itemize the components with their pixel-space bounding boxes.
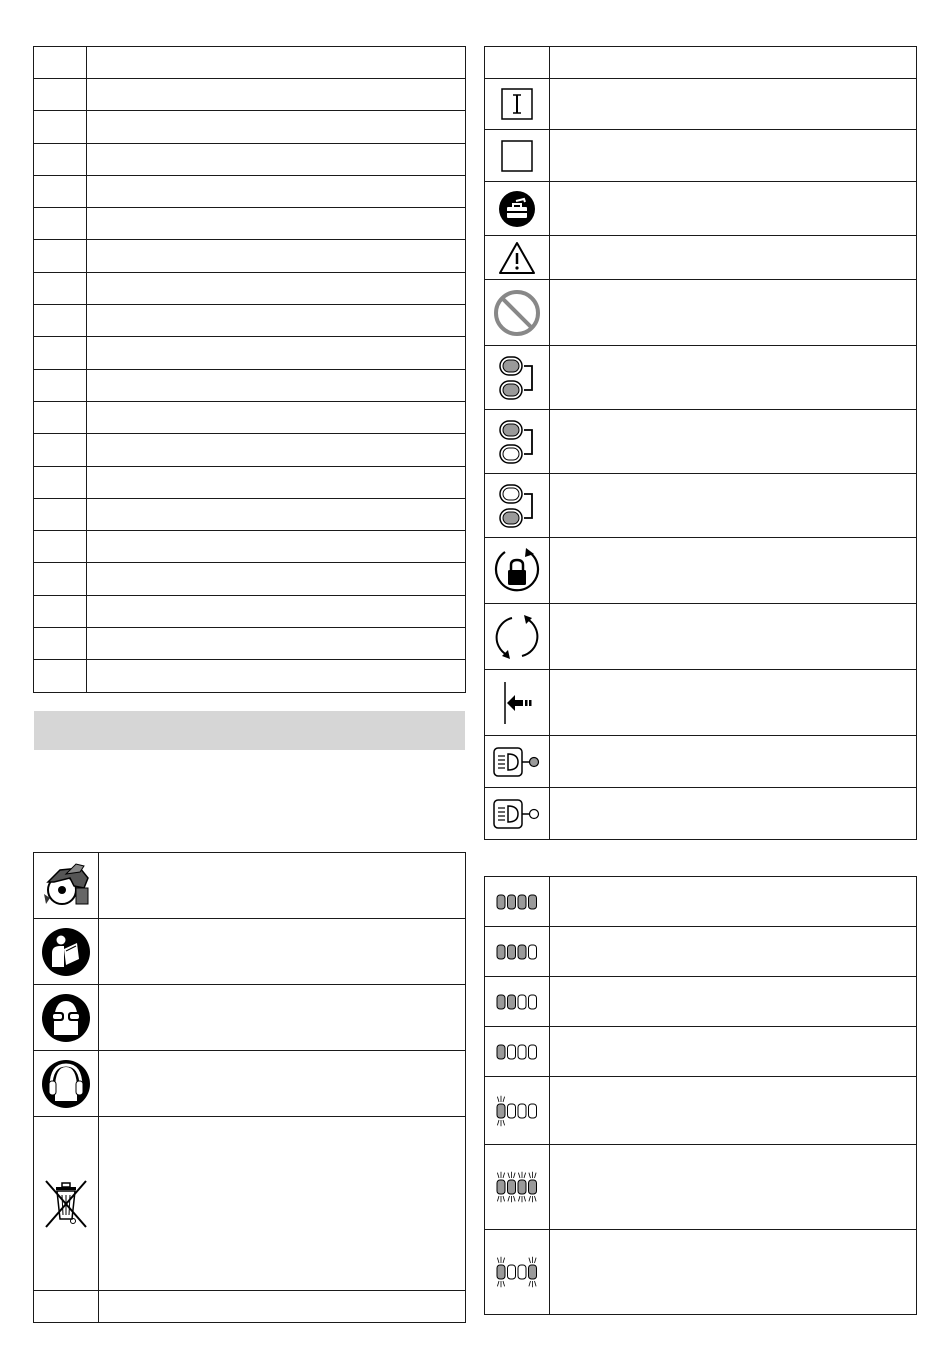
table-row <box>485 130 917 182</box>
table-row <box>34 208 466 240</box>
light-off-icon <box>492 798 542 830</box>
symbol-text <box>99 919 466 985</box>
battery-status-text <box>550 927 917 977</box>
table-row <box>485 670 917 736</box>
led-segment <box>497 1180 505 1194</box>
battery-status-text <box>550 877 917 927</box>
part-description <box>87 498 466 530</box>
table-row <box>485 346 917 410</box>
blink-ray <box>535 1196 537 1201</box>
part-description <box>87 305 466 337</box>
led-segment <box>529 1180 537 1194</box>
blink-ray <box>535 1173 537 1178</box>
symbol-text <box>550 79 917 130</box>
blink-ray <box>508 1173 510 1178</box>
blink-ray <box>535 1258 537 1263</box>
symbol-text <box>550 236 917 280</box>
part-number <box>34 47 87 79</box>
blink-ray <box>497 1173 499 1178</box>
part-number <box>34 531 87 563</box>
blink-ray <box>497 1258 499 1263</box>
led-segment <box>529 1045 537 1059</box>
circular-saw-icon <box>40 860 92 912</box>
symbol-text <box>550 410 917 474</box>
led-segment <box>497 1104 505 1118</box>
battery-1-blinking-icon <box>493 1091 541 1131</box>
table-row <box>34 1291 466 1323</box>
table-row <box>34 563 466 595</box>
table-row <box>485 410 917 474</box>
symbol-text <box>550 604 917 670</box>
part-description <box>87 143 466 175</box>
led-segment <box>497 895 505 909</box>
parts-table <box>33 46 466 693</box>
part-description <box>87 175 466 207</box>
table-row <box>485 1077 917 1145</box>
table-row <box>485 977 917 1027</box>
led-segment <box>508 1265 516 1279</box>
battery-3-of-4-icon <box>493 932 541 972</box>
empty-symbol-cell <box>34 1291 99 1323</box>
part-number <box>34 466 87 498</box>
part-number <box>34 337 87 369</box>
battery-1-of-4-icon <box>493 1032 541 1072</box>
blink-ray <box>503 1173 505 1178</box>
switch-off-icon <box>501 140 533 172</box>
led-segment <box>529 1265 537 1279</box>
table-row <box>34 79 466 111</box>
blink-ray <box>524 1173 526 1178</box>
battery-status-text <box>550 977 917 1027</box>
led-segment <box>497 945 505 959</box>
part-description <box>87 208 466 240</box>
table-row <box>34 531 466 563</box>
table-row <box>34 498 466 530</box>
part-description <box>87 595 466 627</box>
blink-ray <box>503 1281 505 1286</box>
part-number <box>34 143 87 175</box>
part-number <box>34 498 87 530</box>
table-row <box>34 985 466 1051</box>
blink-ray <box>529 1258 531 1263</box>
led-segment <box>497 1265 505 1279</box>
blink-ray <box>529 1173 531 1178</box>
two-leds-top-on-icon <box>496 416 538 468</box>
table-row <box>34 111 466 143</box>
battery-ends-blinking-icon <box>493 1252 541 1292</box>
table-row <box>34 369 466 401</box>
table-row <box>34 595 466 627</box>
blink-ray <box>497 1096 499 1101</box>
table-row <box>34 240 466 272</box>
light-on-icon <box>492 746 542 778</box>
led-segment <box>518 1265 526 1279</box>
symbol-text <box>550 474 917 538</box>
table-row <box>485 1027 917 1077</box>
two-leds-both-on-icon <box>496 352 538 404</box>
table-row <box>34 337 466 369</box>
blink-ray <box>503 1096 505 1101</box>
symbol-text <box>99 1117 466 1291</box>
led-segment <box>497 995 505 1009</box>
symbol-text <box>550 346 917 410</box>
section-header <box>34 711 465 750</box>
part-description <box>87 628 466 660</box>
part-description <box>87 466 466 498</box>
table-row <box>485 788 917 840</box>
symbol-text <box>550 130 917 182</box>
blink-ray <box>514 1196 516 1201</box>
table-row <box>485 538 917 604</box>
part-number <box>34 628 87 660</box>
blink-ray <box>508 1196 510 1201</box>
part-number <box>34 563 87 595</box>
table-row <box>34 628 466 660</box>
part-description <box>87 369 466 401</box>
led-segment <box>508 1104 516 1118</box>
part-description <box>87 272 466 304</box>
part-description <box>87 79 466 111</box>
part-description <box>87 563 466 595</box>
symbol-text <box>99 853 466 919</box>
part-number <box>34 660 87 692</box>
symbols-table <box>484 46 917 840</box>
eye-protection-icon <box>41 993 91 1043</box>
table-row <box>34 919 466 985</box>
battery-indicator-table <box>484 876 917 1315</box>
table-row <box>485 927 917 977</box>
led-segment <box>497 1045 505 1059</box>
table-row <box>485 604 917 670</box>
table-row <box>485 79 917 130</box>
safety-symbols-table <box>33 852 466 1323</box>
header-cell <box>485 47 550 79</box>
led-segment <box>518 895 526 909</box>
table-row <box>34 853 466 919</box>
table-row <box>34 47 466 79</box>
part-description <box>87 531 466 563</box>
led-segment <box>508 1045 516 1059</box>
table-row <box>485 47 917 79</box>
rotate-arrows-icon <box>492 612 542 662</box>
symbol-text <box>550 182 917 236</box>
table-row <box>485 1145 917 1230</box>
table-row <box>34 305 466 337</box>
table-row <box>485 736 917 788</box>
part-description <box>87 401 466 433</box>
battery-status-text <box>550 1027 917 1077</box>
ear-protection-icon <box>41 1059 91 1109</box>
part-number <box>34 111 87 143</box>
warning-triangle-icon <box>498 241 536 275</box>
prohibited-icon <box>493 289 541 337</box>
symbol-text <box>99 1291 466 1323</box>
table-row <box>34 1051 466 1117</box>
battery-2-of-4-icon <box>493 982 541 1022</box>
blink-ray <box>529 1196 531 1201</box>
led-segment <box>508 1180 516 1194</box>
part-number <box>34 305 87 337</box>
push-arrow-icon <box>497 678 537 728</box>
blink-ray <box>518 1173 520 1178</box>
battery-all-blinking-icon <box>493 1167 541 1207</box>
part-number <box>34 79 87 111</box>
part-description <box>87 111 466 143</box>
two-leds-bottom-on-icon <box>496 480 538 532</box>
battery-status-text <box>550 1230 917 1315</box>
table-row <box>485 474 917 538</box>
symbol-text <box>550 538 917 604</box>
table-row <box>34 175 466 207</box>
blink-ray <box>535 1281 537 1286</box>
part-number <box>34 401 87 433</box>
led-segment <box>508 895 516 909</box>
symbol-text <box>99 1051 466 1117</box>
led-segment <box>529 995 537 1009</box>
symbol-text <box>550 736 917 788</box>
led-segment <box>529 1104 537 1118</box>
part-description <box>87 240 466 272</box>
led-segment <box>518 945 526 959</box>
led-segment <box>518 1104 526 1118</box>
led-segment <box>508 995 516 1009</box>
part-number <box>34 208 87 240</box>
part-number <box>34 175 87 207</box>
table-row <box>34 660 466 692</box>
table-row <box>485 877 917 927</box>
part-description <box>87 47 466 79</box>
blink-ray <box>529 1281 531 1286</box>
battery-status-text <box>550 1145 917 1230</box>
table-row <box>34 401 466 433</box>
table-row <box>485 1230 917 1315</box>
led-segment <box>529 895 537 909</box>
crossed-bin-icon <box>42 1177 90 1231</box>
part-number <box>34 434 87 466</box>
blink-ray <box>518 1196 520 1201</box>
led-segment <box>518 1045 526 1059</box>
blink-ray <box>514 1173 516 1178</box>
part-number <box>34 272 87 304</box>
table-row <box>34 466 466 498</box>
symbol-text <box>550 670 917 736</box>
read-manual-icon <box>41 927 91 977</box>
part-description <box>87 660 466 692</box>
table-row <box>34 272 466 304</box>
lock-rotate-icon <box>492 546 542 596</box>
symbol-text <box>550 788 917 840</box>
part-number <box>34 595 87 627</box>
part-description <box>87 434 466 466</box>
table-row <box>34 434 466 466</box>
switch-on-icon <box>501 88 533 120</box>
table-row <box>485 280 917 346</box>
table-row <box>485 236 917 280</box>
symbol-text <box>99 985 466 1051</box>
table-row <box>485 182 917 236</box>
part-description <box>87 337 466 369</box>
part-number <box>34 369 87 401</box>
blink-ray <box>503 1120 505 1125</box>
symbol-text <box>550 280 917 346</box>
led-segment <box>529 945 537 959</box>
blink-ray <box>497 1196 499 1201</box>
led-segment <box>508 945 516 959</box>
battery-4-of-4-icon <box>493 882 541 922</box>
blink-ray <box>497 1120 499 1125</box>
blink-ray <box>497 1281 499 1286</box>
maintenance-icon <box>498 190 536 228</box>
table-row <box>34 143 466 175</box>
blink-ray <box>503 1258 505 1263</box>
table-row <box>34 1117 466 1291</box>
battery-status-text <box>550 1077 917 1145</box>
blink-ray <box>503 1196 505 1201</box>
blink-ray <box>524 1196 526 1201</box>
symbol-text <box>550 47 917 79</box>
led-segment <box>518 995 526 1009</box>
part-number <box>34 240 87 272</box>
led-segment <box>518 1180 526 1194</box>
